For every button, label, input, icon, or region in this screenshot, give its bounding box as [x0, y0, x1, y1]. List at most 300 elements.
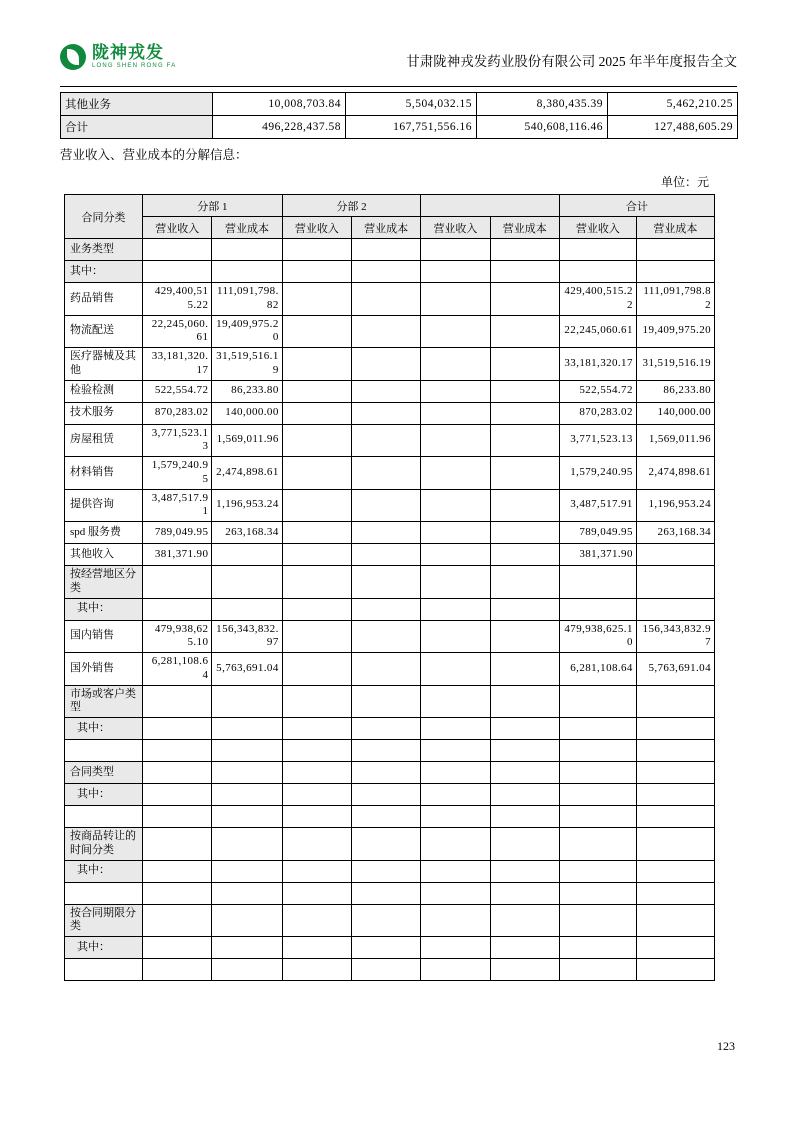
cell-value: 3,771,523.13 [559, 424, 636, 457]
cell-value: 429,400,515.22 [143, 283, 212, 316]
cell-value [490, 685, 559, 718]
cell-value [636, 718, 714, 740]
cell-value [421, 904, 490, 937]
table-header-row-subs [65, 217, 715, 239]
cell-value [636, 784, 714, 806]
cell-value [559, 959, 636, 981]
cell-value [559, 598, 636, 620]
cell-value [282, 806, 351, 828]
cell-value: 479,938,625.10 [143, 620, 212, 653]
cell-value: 111,091,798.82 [636, 283, 714, 316]
cell-value [421, 685, 490, 718]
cell-value [490, 860, 559, 882]
cell-value [636, 239, 714, 261]
cell-value [490, 762, 559, 784]
table-row [65, 598, 715, 620]
segment-header-2: 分部 2 [282, 195, 421, 217]
cell-value [352, 457, 421, 490]
row-label: 按商品转让的时间分类 [65, 828, 143, 861]
cell-value: 31,519,516.19 [212, 348, 282, 381]
cell-value [421, 489, 490, 522]
cell-value: 263,168.34 [636, 522, 714, 544]
cell-value [282, 762, 351, 784]
sub-header-revenue: 营业收入 [421, 217, 490, 239]
segment-header-1: 分部 1 [143, 195, 283, 217]
cell-value [490, 522, 559, 544]
table-row [65, 348, 715, 381]
cell-value [490, 740, 559, 762]
cell-value [212, 598, 282, 620]
cell-value [559, 904, 636, 937]
cell-value [636, 959, 714, 981]
sub-header-cost: 营业成本 [352, 217, 421, 239]
cell-value [352, 424, 421, 457]
cell-value [282, 522, 351, 544]
table-row [65, 828, 715, 861]
cell-value: 3,487,517.91 [559, 489, 636, 522]
cell-value: 1,579,240.95 [559, 457, 636, 490]
table-row [61, 116, 738, 139]
cell-value: 86,233.80 [636, 380, 714, 402]
cell-value [636, 937, 714, 959]
cell-value [282, 959, 351, 981]
cell-value [636, 261, 714, 283]
cell-value [490, 937, 559, 959]
cell-value: 127,488,605.29 [608, 116, 738, 139]
cell-value [352, 402, 421, 424]
table-row [65, 882, 715, 904]
cell-value [352, 740, 421, 762]
report-title: 甘肃陇神戎发药业股份有限公司 2025 年半年度报告全文 [406, 54, 737, 69]
cell-value: 870,283.02 [143, 402, 212, 424]
breakdown-table-head [65, 195, 715, 239]
cell-value: 5,763,691.04 [212, 653, 282, 686]
cell-value: 10,008,703.84 [213, 93, 346, 116]
cell-value [421, 457, 490, 490]
table-row [65, 566, 715, 599]
cell-value [282, 828, 351, 861]
cell-value [421, 828, 490, 861]
row-label: 按经营地区分类 [65, 566, 143, 599]
cell-value: 5,504,032.15 [346, 93, 477, 116]
cell-value: 86,233.80 [212, 380, 282, 402]
cell-value [490, 261, 559, 283]
row-label: 其中： [65, 598, 143, 620]
unit-label: 单位：元 [660, 175, 709, 189]
row-label: 检验检测 [65, 380, 143, 402]
row-label: 其中： [65, 784, 143, 806]
cell-value [421, 762, 490, 784]
cell-value [282, 566, 351, 599]
header-divider [60, 86, 737, 87]
cell-value [421, 740, 490, 762]
cell-value [421, 860, 490, 882]
cell-value [282, 489, 351, 522]
cell-value [559, 860, 636, 882]
cell-value [282, 784, 351, 806]
cell-value [352, 937, 421, 959]
cell-value [143, 959, 212, 981]
cell-value [490, 283, 559, 316]
cell-value [636, 904, 714, 937]
company-logo [60, 44, 176, 70]
cell-value [352, 283, 421, 316]
cell-value [421, 283, 490, 316]
cell-value [421, 315, 490, 348]
cell-value: 1,196,953.24 [212, 489, 282, 522]
cell-value [143, 261, 212, 283]
row-label: 医疗器械及其他 [65, 348, 143, 381]
cell-value [490, 566, 559, 599]
cell-value: 22,245,060.61 [559, 315, 636, 348]
row-label: 国内销售 [65, 620, 143, 653]
cell-value [212, 959, 282, 981]
cell-value: 1,196,953.24 [636, 489, 714, 522]
table-row [65, 544, 715, 566]
segment-header-total: 合计 [559, 195, 714, 217]
cell-value [143, 718, 212, 740]
cell-value: 2,474,898.61 [636, 457, 714, 490]
row-label: 国外销售 [65, 653, 143, 686]
cell-value [559, 937, 636, 959]
cell-value [143, 904, 212, 937]
table-row [65, 740, 715, 762]
table-row [65, 904, 715, 937]
cell-value [282, 544, 351, 566]
cell-value [636, 598, 714, 620]
cell-value: 140,000.00 [636, 402, 714, 424]
cell-value [282, 380, 351, 402]
cell-value: 522,554.72 [143, 380, 212, 402]
table-row [65, 620, 715, 653]
cell-value [212, 937, 282, 959]
cell-value [559, 882, 636, 904]
cell-value: 870,283.02 [559, 402, 636, 424]
cell-value [421, 937, 490, 959]
cell-value: 19,409,975.20 [212, 315, 282, 348]
cell-value [282, 882, 351, 904]
cell-value [352, 348, 421, 381]
cell-value [559, 740, 636, 762]
cell-value [421, 566, 490, 599]
row-label: 其中： [65, 937, 143, 959]
cell-value [636, 828, 714, 861]
cell-value [352, 762, 421, 784]
cell-value [490, 959, 559, 981]
cell-value [282, 685, 351, 718]
cell-value: 3,487,517.91 [143, 489, 212, 522]
cell-value [421, 718, 490, 740]
cell-value [282, 348, 351, 381]
cell-value [421, 424, 490, 457]
cell-value [559, 784, 636, 806]
cell-value: 381,371.90 [559, 544, 636, 566]
cell-value [212, 904, 282, 937]
cell-value [490, 457, 559, 490]
sub-header-cost: 营业成本 [636, 217, 714, 239]
cell-value [636, 762, 714, 784]
cell-value [352, 239, 421, 261]
cell-value [559, 685, 636, 718]
sub-header-cost: 营业成本 [490, 217, 559, 239]
cell-value [212, 784, 282, 806]
cell-value [282, 457, 351, 490]
cell-value [352, 860, 421, 882]
cell-value [282, 424, 351, 457]
cell-value [352, 959, 421, 981]
table-row [65, 806, 715, 828]
cell-value [143, 566, 212, 599]
cell-value [421, 522, 490, 544]
breakdown-table-wrap [60, 194, 737, 981]
table-row [65, 762, 715, 784]
cell-value [282, 261, 351, 283]
table-row [65, 380, 715, 402]
section-caption: 营业收入、营业成本的分解信息： [60, 148, 248, 162]
segment-header-3 [421, 195, 560, 217]
cell-value: 263,168.34 [212, 522, 282, 544]
sub-header-cost: 营业成本 [212, 217, 282, 239]
cell-value [421, 806, 490, 828]
cell-value: 789,049.95 [559, 522, 636, 544]
cell-value [352, 522, 421, 544]
row-label: 按合同期限分类 [65, 904, 143, 937]
cell-value [352, 784, 421, 806]
breakdown-table-body [65, 239, 715, 981]
cell-value [143, 806, 212, 828]
table-row [65, 315, 715, 348]
cell-value [212, 239, 282, 261]
cell-value [143, 828, 212, 861]
cell-value: 496,228,437.58 [213, 116, 346, 139]
sub-header-revenue: 营业收入 [143, 217, 212, 239]
cell-value [282, 740, 351, 762]
cell-value [636, 740, 714, 762]
cell-value [143, 882, 212, 904]
table-row [65, 653, 715, 686]
cell-value [421, 598, 490, 620]
cell-value [490, 784, 559, 806]
cell-value: 111,091,798.82 [212, 283, 282, 316]
row-label: 物流配送 [65, 315, 143, 348]
cell-value: 479,938,625.10 [559, 620, 636, 653]
cell-value: 5,763,691.04 [636, 653, 714, 686]
cell-value [212, 740, 282, 762]
cell-value [282, 239, 351, 261]
row-label: 其中： [65, 718, 143, 740]
table-row [65, 457, 715, 490]
cell-value [421, 882, 490, 904]
row-label: 材料销售 [65, 457, 143, 490]
cell-value [282, 315, 351, 348]
table-row [65, 402, 715, 424]
table-row [65, 424, 715, 457]
cell-value: 33,181,320.17 [143, 348, 212, 381]
cell-value [490, 489, 559, 522]
cell-value [421, 784, 490, 806]
cell-value [282, 904, 351, 937]
cell-value [282, 402, 351, 424]
cell-value: 1,569,011.96 [212, 424, 282, 457]
cell-value [212, 806, 282, 828]
row-label: 技术服务 [65, 402, 143, 424]
cell-value [212, 762, 282, 784]
cell-value: 1,579,240.95 [143, 457, 212, 490]
cell-value: 381,371.90 [143, 544, 212, 566]
cell-value [490, 653, 559, 686]
logo-english-name: LONG SHEN RONG FA [92, 63, 177, 70]
cell-value [490, 239, 559, 261]
row-label: 房屋租赁 [65, 424, 143, 457]
cell-value: 33,181,320.17 [559, 348, 636, 381]
cell-value: 429,400,515.22 [559, 283, 636, 316]
cell-value [636, 566, 714, 599]
cell-value [352, 828, 421, 861]
row-label: 其他收入 [65, 544, 143, 566]
cell-value: 522,554.72 [559, 380, 636, 402]
cell-value [212, 882, 282, 904]
sub-header-revenue: 营业收入 [282, 217, 351, 239]
page-header [60, 44, 737, 84]
cell-value [352, 904, 421, 937]
cell-value [143, 598, 212, 620]
table-row [61, 93, 738, 116]
sub-header-revenue: 营业收入 [559, 217, 636, 239]
cell-value: 1,569,011.96 [636, 424, 714, 457]
cell-value [352, 620, 421, 653]
cell-value [352, 380, 421, 402]
cell-value: 156,343,832.97 [212, 620, 282, 653]
cell-value [282, 860, 351, 882]
table-row [65, 283, 715, 316]
cell-value [421, 239, 490, 261]
cell-value: 140,000.00 [212, 402, 282, 424]
cell-value [421, 348, 490, 381]
row-label: 合同类型 [65, 762, 143, 784]
cell-value [212, 828, 282, 861]
cell-value [352, 598, 421, 620]
revenue-breakdown-table [64, 194, 715, 981]
cell-value [352, 315, 421, 348]
cell-value [636, 685, 714, 718]
cell-value [636, 882, 714, 904]
row-label: 提供咨询 [65, 489, 143, 522]
row-label [65, 740, 143, 762]
cell-value [559, 762, 636, 784]
table-row [65, 959, 715, 981]
cell-value [143, 762, 212, 784]
cell-value: 19,409,975.20 [636, 315, 714, 348]
cell-value [490, 882, 559, 904]
cell-value [421, 544, 490, 566]
page-content [60, 92, 737, 981]
row-label: 药品销售 [65, 283, 143, 316]
cell-value [352, 718, 421, 740]
cell-value [282, 620, 351, 653]
table-row [65, 685, 715, 718]
cell-value [490, 904, 559, 937]
cell-value [282, 653, 351, 686]
row-label: spd 服务费 [65, 522, 143, 544]
cell-value [212, 544, 282, 566]
cell-value [421, 620, 490, 653]
cell-value [490, 315, 559, 348]
cell-value [421, 653, 490, 686]
cell-value [421, 261, 490, 283]
cell-value [212, 860, 282, 882]
row-label [65, 959, 143, 981]
cell-value [352, 489, 421, 522]
table-row [65, 860, 715, 882]
cell-value [490, 828, 559, 861]
cell-value [490, 380, 559, 402]
row-label: 其中： [65, 261, 143, 283]
cell-value [636, 860, 714, 882]
cell-value [559, 828, 636, 861]
cell-value [143, 860, 212, 882]
cell-value [143, 784, 212, 806]
row-label [65, 806, 143, 828]
cell-value [559, 566, 636, 599]
table-row [65, 489, 715, 522]
page-number: 123 [717, 1039, 735, 1053]
cell-value [352, 806, 421, 828]
cell-value [421, 402, 490, 424]
cell-value: 8,380,435.39 [477, 93, 608, 116]
table-row [65, 718, 715, 740]
cell-value [212, 566, 282, 599]
cell-value: 31,519,516.19 [636, 348, 714, 381]
cell-value: 156,343,832.97 [636, 620, 714, 653]
cell-value [490, 806, 559, 828]
row-label: 市场或客户类型 [65, 685, 143, 718]
row-label: 业务类型 [65, 239, 143, 261]
cell-value: 22,245,060.61 [143, 315, 212, 348]
cell-value [490, 718, 559, 740]
cell-value [490, 620, 559, 653]
cell-value [559, 718, 636, 740]
continued-summary-body [61, 93, 738, 139]
cell-value [636, 544, 714, 566]
cell-value: 167,751,556.16 [346, 116, 477, 139]
cell-value [212, 718, 282, 740]
row-label [65, 882, 143, 904]
cell-value [559, 806, 636, 828]
continued-summary-table [60, 92, 738, 139]
logo-chinese-name: 陇神戎发 [92, 43, 164, 63]
cell-value: 5,462,210.25 [608, 93, 738, 116]
cell-value [352, 653, 421, 686]
cell-value [636, 806, 714, 828]
cell-value [352, 261, 421, 283]
cell-value [212, 261, 282, 283]
table-row [65, 937, 715, 959]
cell-value [490, 424, 559, 457]
table-row [65, 239, 715, 261]
cell-value [490, 348, 559, 381]
cell-value: 6,281,108.64 [559, 653, 636, 686]
cell-value [143, 740, 212, 762]
cell-value: 540,608,116.46 [477, 116, 608, 139]
corner-header: 合同分类 [65, 195, 143, 239]
cell-value [352, 544, 421, 566]
logo-text [92, 44, 176, 69]
row-label: 其他业务 [61, 93, 213, 116]
cell-value [490, 402, 559, 424]
cell-value: 2,474,898.61 [212, 457, 282, 490]
row-label: 其中： [65, 860, 143, 882]
cell-value [143, 239, 212, 261]
